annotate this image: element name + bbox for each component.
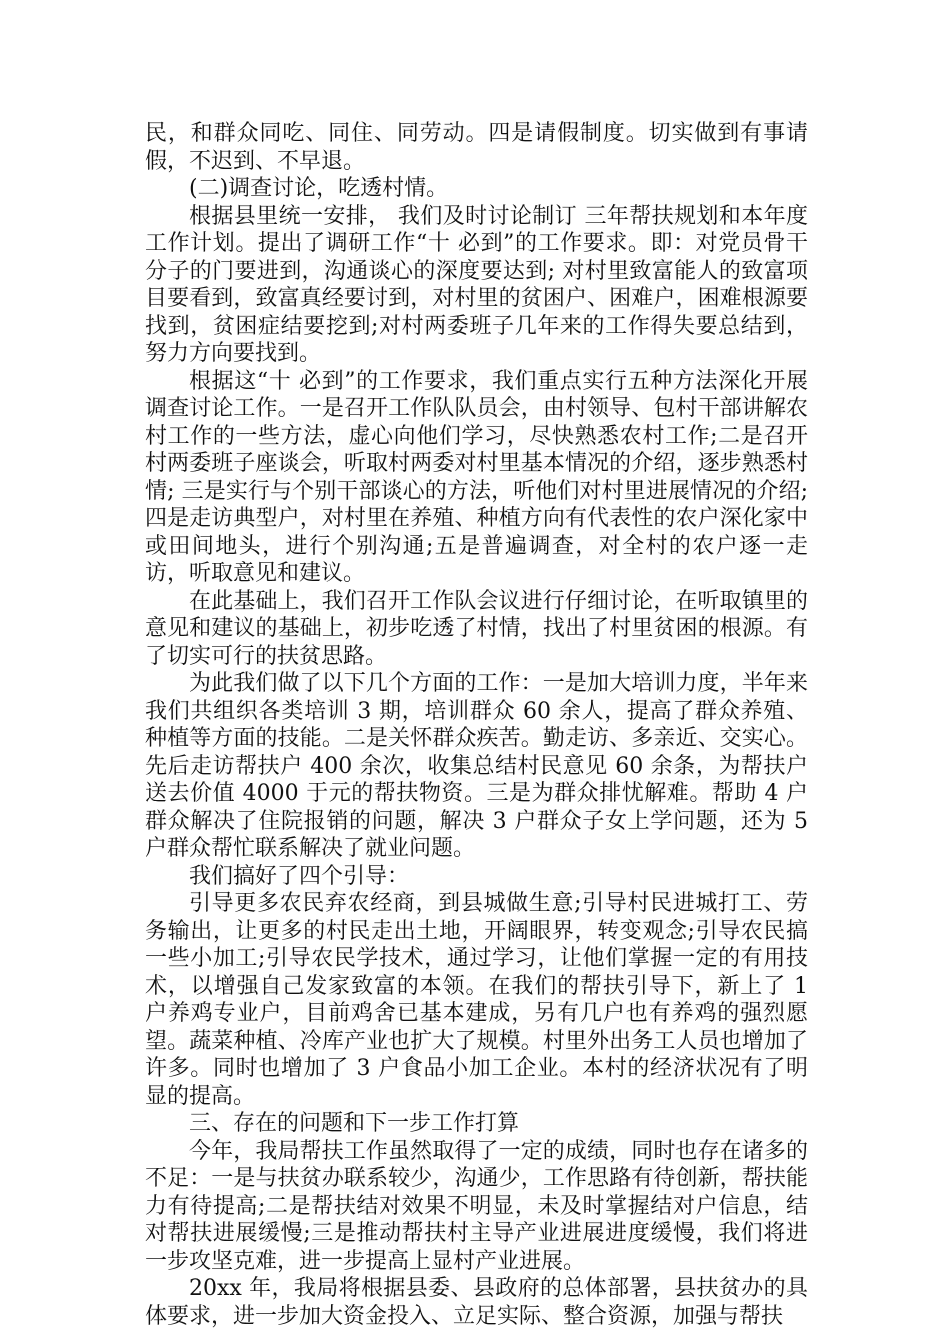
paragraph-1: 民，和群众同吃、同住、同劳动。四是请假制度。切实做到有事请假，不迟到、不早退。 [145, 121, 808, 174]
section-heading-problems: 三、存在的问题和下一步工作打算 [189, 1111, 520, 1136]
paragraph-11: 20xx 年，我局将根据县委、县政府的总体部署，县扶贫办的具体要求，进一步加大资金投入、立足实际、整合资源，加强与帮扶 [145, 1276, 808, 1329]
paragraph-8: 引导更多农民弃农经商，到县城做生意;引导村民进城打工、劳务输出，让更多的村民走出土地，开阔眼界，转变观念;引导农民搞一些小加工;引导农民学技术，通过学习，让他们掌握一定的有用技术，以增强自己发家致富的本领。在我们的帮扶引导下，新上了 1 户养鸡专业户，目前鸡舍已基本建成，另有几户也有养鸡的强烈愿望。蔬菜种植、冷库产业也扩大了规模。村里外出务工人员也增加了许多。同时也增加了 3 户食品小加工企业。本村的经济状况有了明显的提高。 [145, 891, 808, 1109]
paragraph-10: 今年，我局帮扶工作虽然取得了一定的成绩，同时也存在诸多的不足：一是与扶贫办联系较少，沟通少，工作思路有待创新，帮扶能力有待提高;二是帮扶结对效果不明显，未及时掌握结对户信息，结对帮扶进展缓慢;三是推动帮扶村主导产业进展进度缓慢，我们将进一步攻坚克难，进一步提高上显村产业进展。 [145, 1138, 808, 1274]
paragraph-5: 在此基础上，我们召开工作队会议进行仔细讨论，在听取镇里的意见和建议的基础上，初步吃透了村情，找出了村里贫困的根源。有了切实可行的扶贫思路。 [145, 588, 808, 669]
paragraph-7: 我们搞好了四个引导： [189, 863, 410, 889]
paragraph-3: 根据县里统一安排， 我们及时讨论制订 三年帮扶规划和本年度工作计划。提出了调研工作“十 必到”的工作要求。即：对党员骨干分子的门要进到，沟通谈心的深度要达到; 对村里致富能人的致富项目要看到，致富真经要讨到，对村里的贫困户、困难户，困难根源要找到，贫困症结要挖到;对村两委班子几年来的工作得失要总结到，努力方向要找到。 [145, 203, 808, 366]
section-heading-investigation: (二)调查讨论，吃透村情。 [189, 176, 449, 201]
paragraph-6: 为此我们做了以下几个方面的工作：一是加大培训力度，半年来我们共组织各类培训 3 期，培训群众 60 余人，提高了群众养殖、种植等方面的技能。二是关怀群众疾苦。勤走访、多亲近、交实心。先后走访帮扶户 400 余次，收集总结村民意见 60 余条，为帮扶户送去价值 4000 于元的帮扶物资。三是为群众排忧解难。帮助 4 户群众解决了住院报销的问题，解决 3 户群众子女上学问题，还为 5 户群众帮忙联系解决了就业问题。 [145, 671, 808, 861]
paragraph-4: 根据这“十 必到”的工作要求，我们重点实行五种方法深化开展调查讨论工作。一是召开工作队队员会，由村领导、包村干部讲解农村工作的一些方法，虚心向他们学习，尽快熟悉农村工作;二是召开村两委班子座谈会，听取村两委对村里基本情况的介绍，逐步熟悉村情; 三是实行与个别干部谈心的方法，听他们对村里进展情况的介绍;四是走访典型户，对村里在养殖、种植方向有代表性的农户深化家中或田间地头，进行个别沟通;五是普遍调查，对全村的农户逐一走访，听取意见和建议。 [145, 368, 808, 586]
